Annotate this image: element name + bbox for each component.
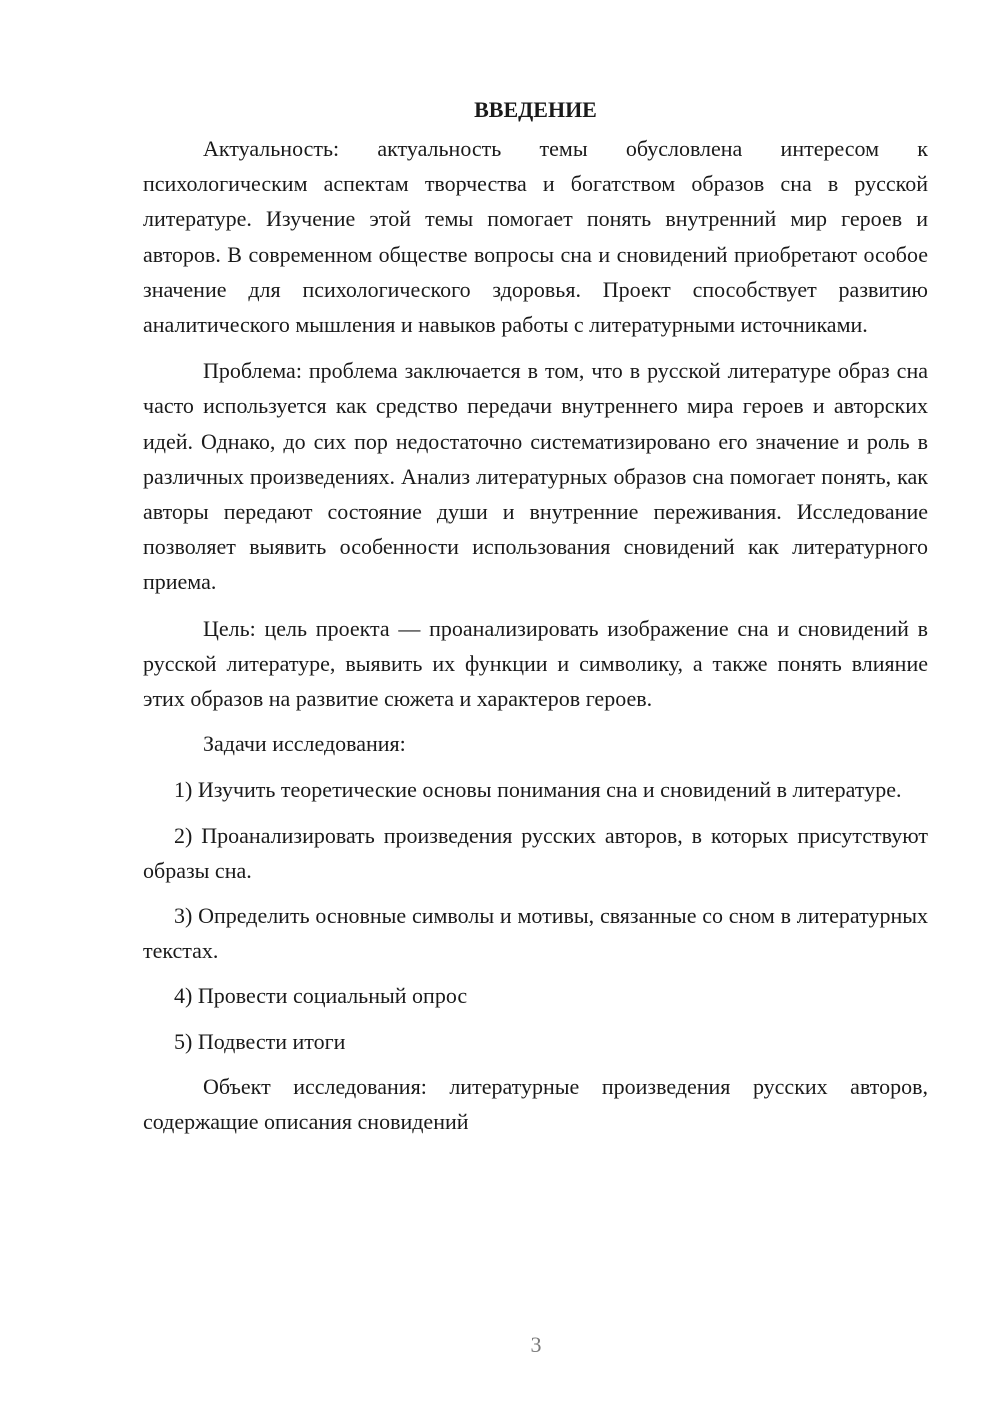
section-title: ВВЕДЕНИЕ — [474, 97, 597, 122]
task-item: 2) Проанализировать произведения русских авторов, в которых присутствуют образы сна. — [143, 822, 928, 883]
goal-paragraph: Цель: цель проекта — проанализировать изображение сна и сновидений в русской литературе, выявить их функции и символику, а также понять влияние этих образов на развитие сюжета и характеров героев. — [143, 615, 928, 712]
task-item: 1) Изучить теоретические основы понимания сна и сновидений в литературе. — [174, 777, 902, 803]
object-paragraph: Объект исследования: литературные произведения русских авторов, содержащие описания сновидений — [143, 1073, 928, 1135]
task-item: 5) Подвести итоги — [174, 1028, 346, 1054]
tasks-heading: Задачи исследования: — [203, 731, 406, 757]
page-body — [143, 92, 928, 1139]
problem-paragraph: Проблема: проблема заключается в том, что в русской литературе образ сна часто используется как средство передачи внутреннего мира героев и авторских идей. Однако, до сих пор недостаточно систематизировано его значение и роль в различных произведениях. Анализ литературных образов сна помогает понять, как авторы передают состояние души и внутренние переживания. Исследование позволяет выявить особенности использования сновидений как литературного приема. — [143, 358, 928, 595]
task-item: 4) Провести социальный опрос — [174, 983, 468, 1009]
relevance-paragraph: Актуальность: актуальность темы обусловлена интересом к психологическим аспектам творчества и богатством образов сна в русской литературе. Изучение этой темы помогает понять внутренний мир героев и авторов. В современном обществе вопросы сна и сновидений приобретают особое значение для психологического здоровья. Проект способствует развитию аналитического мышления и навыков работы с литературными источниками. — [143, 136, 928, 338]
task-item: 3) Определить основные символы и мотивы, связанные со сном в литературных текстах. — [143, 903, 928, 964]
page-number: 3 — [530, 1332, 542, 1357]
